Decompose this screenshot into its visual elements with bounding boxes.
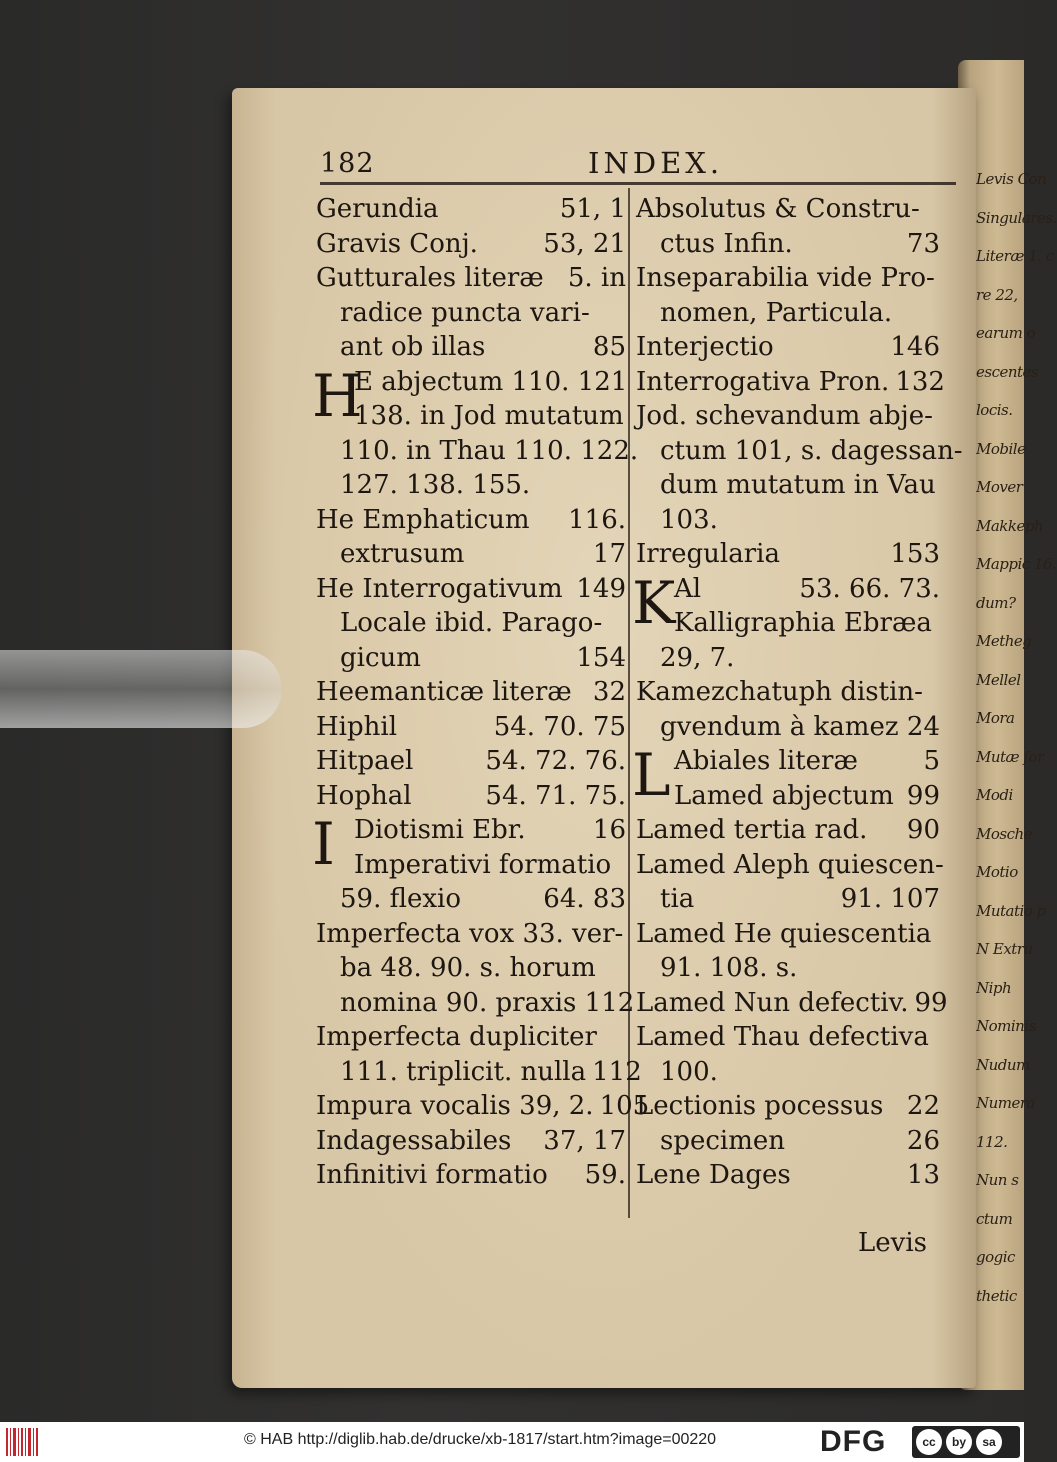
facing-page-fragment: Mappic 16.: [976, 555, 1057, 573]
index-entry: [316, 744, 626, 779]
index-line: [316, 813, 626, 848]
index-term: Lamed Nun defectiv.: [636, 987, 909, 1018]
index-term: radice puncta vari-: [340, 297, 590, 328]
index-entry: [316, 1124, 626, 1159]
index-line: [316, 710, 626, 745]
index-entry: [636, 261, 940, 330]
page-reference: [934, 951, 940, 986]
index-entry: [636, 917, 940, 986]
page-reference: [627, 365, 633, 400]
page-reference: [620, 1020, 626, 1055]
index-column-right: [632, 192, 963, 1193]
index-entry: [636, 813, 940, 848]
index-line: [636, 882, 940, 917]
facing-page-fragment: Nominis: [976, 1017, 1036, 1035]
running-head: INDEX.: [588, 146, 724, 180]
index-line: [316, 917, 626, 952]
page-reference: [934, 503, 940, 538]
hab-barcode-logo: [6, 1428, 38, 1456]
index-line: [316, 192, 626, 227]
page-reference: 149: [576, 573, 626, 604]
page-reference: [934, 1020, 940, 1055]
page-reference: [934, 606, 940, 641]
drop-initial: I: [312, 810, 335, 878]
page-reference: [936, 468, 942, 503]
index-line: [636, 675, 940, 710]
page-reference: [620, 848, 626, 883]
index-line: [316, 330, 626, 365]
index-term: Inseparabilia vide Pro-: [636, 263, 935, 293]
index-line: [316, 1124, 626, 1159]
page-reference: [935, 261, 941, 296]
index-term: Lene Dages: [636, 1160, 791, 1190]
page-header: [320, 142, 960, 182]
index-term: Imperativi formatio: [354, 849, 612, 880]
page-reference: 132: [895, 366, 945, 397]
index-term: Kalligraphia Ebræa: [674, 608, 932, 638]
source-url[interactable]: © HAB http://diglib.hab.de/drucke/xb-1817/start.htm?image=00220: [244, 1431, 717, 1448]
facing-page-fragment: dum?: [976, 593, 1016, 612]
index-line: [636, 261, 940, 296]
index-term: Lectionis pocessus: [636, 1091, 884, 1121]
index-line: [636, 434, 963, 469]
cc-license-badge[interactable]: [912, 1426, 1020, 1458]
page-reference: 16: [592, 815, 626, 845]
index-line: [636, 227, 940, 262]
index-term: Lamed Aleph quiescen-: [636, 849, 944, 880]
index-term: ant ob illas: [340, 332, 486, 362]
index-term: Imperfecta dupliciter: [316, 1022, 597, 1052]
index-term: Gravis Conj.: [316, 228, 478, 259]
index-term: Lamed He quiescentia: [636, 918, 932, 949]
facing-page-fragment: Mosche: [976, 824, 1033, 843]
index-entry: [316, 917, 635, 1021]
page-reference: 154: [576, 642, 626, 673]
index-term: Heemanticæ literæ: [316, 677, 572, 707]
index-line: [316, 1158, 626, 1193]
facing-page-fragment: Numera: [976, 1094, 1035, 1112]
index-entry: [636, 330, 940, 365]
index-term: Gutturales literæ: [316, 263, 544, 293]
index-line: [316, 986, 635, 1021]
facing-page-fragment: Metheg: [976, 632, 1032, 650]
page-reference: 85: [592, 332, 626, 362]
index-term: Diotismi Ebr.: [354, 815, 526, 845]
index-line: [316, 537, 626, 572]
facing-page-fragment: Mutæ for: [976, 747, 1044, 766]
page-reference: 91. 107: [840, 884, 940, 914]
index-term: Infinitivi formatio: [316, 1160, 548, 1190]
index-column-left: [312, 192, 650, 1193]
index-term: Locale ibid. Parago-: [340, 608, 603, 638]
page-reference: [934, 399, 940, 434]
index-term: Jod. schevandum abje-: [636, 401, 933, 431]
index-term: He Emphaticum: [316, 504, 530, 535]
index-entry: [316, 710, 626, 745]
index-line: [636, 1089, 940, 1124]
index-line: [636, 1124, 940, 1159]
index-entry: [636, 399, 963, 537]
index-entry: [316, 1020, 642, 1089]
index-line: [316, 572, 626, 607]
facing-page-fragment: locis.: [976, 401, 1013, 419]
facing-page-fragment: Motio: [976, 863, 1018, 881]
sa-icon: sa: [976, 1429, 1002, 1455]
index-term: Abiales literæ: [674, 746, 858, 776]
index-entry: [636, 675, 940, 744]
index-term: specimen: [660, 1125, 786, 1156]
index-line: [636, 572, 940, 607]
index-term: ctus Infin.: [660, 228, 793, 259]
index-term: Interjectio: [636, 332, 774, 362]
index-entry: [636, 1158, 940, 1193]
page-reference: 54. 70. 75: [493, 711, 626, 742]
facing-page-fragment: earum o: [976, 324, 1036, 342]
index-term: extrusum: [340, 539, 465, 569]
index-term: 127. 138. 155.: [340, 470, 531, 500]
index-line: [316, 744, 626, 779]
facing-page-fragment: Niph: [976, 978, 1012, 997]
footer-bar: [0, 1422, 1024, 1462]
facing-page-fragment: Mellel: [976, 670, 1021, 689]
index-line: [636, 296, 940, 331]
facing-page-fragment: Makkeph: [976, 516, 1044, 535]
index-entry: [316, 261, 626, 365]
drop-initial: L: [632, 741, 671, 809]
index-line: [316, 1020, 626, 1055]
page-reference: 153: [890, 539, 940, 569]
page-reference: 53, 21: [543, 228, 626, 259]
facing-page-fragment: Nudum: [976, 1055, 1030, 1074]
index-term: dum mutatum in Vau: [660, 470, 936, 500]
index-entry: [632, 741, 940, 813]
index-term: Lamed Thau defectiva: [636, 1022, 929, 1052]
book-clamp: [0, 650, 282, 728]
index-term: nomina 90. praxis 112: [340, 987, 635, 1018]
index-entry: [316, 227, 626, 262]
index-term: Lamed tertia rad.: [636, 815, 868, 845]
page-reference: 54. 71. 75.: [485, 780, 626, 811]
index-line: [636, 399, 940, 434]
index-line: [636, 1055, 940, 1090]
index-line: [636, 537, 940, 572]
page-reference: 112: [592, 1056, 642, 1087]
index-line: [316, 434, 639, 469]
page-reference: [934, 192, 940, 227]
index-entry: [636, 848, 944, 917]
index-term: 103.: [660, 504, 718, 535]
page-reference: 37, 17: [543, 1125, 626, 1156]
index-line: [316, 261, 626, 296]
facing-page-fragment: ctum: [976, 1209, 1013, 1228]
index-line: [316, 848, 626, 883]
index-term: Hitpael: [316, 746, 414, 776]
index-entry: [316, 572, 626, 676]
index-term: 29, 7.: [660, 642, 735, 673]
page-reference: 5. in: [567, 263, 626, 293]
index-line: [636, 606, 940, 641]
page-reference: 146: [890, 332, 940, 362]
index-line: [636, 813, 940, 848]
index-term: Lamed abjectum: [674, 780, 894, 811]
index-entry: [316, 1158, 626, 1193]
facing-page-fragment: N Extru: [976, 940, 1033, 958]
index-term: Irregularia: [636, 539, 780, 569]
index-term: E abjectum 110. 121: [354, 366, 628, 397]
index-line: [636, 710, 940, 745]
dfg-logo: DFG: [820, 1425, 887, 1458]
index-entry: [316, 192, 626, 227]
page-reference: 59.: [584, 1160, 626, 1190]
index-entry: [636, 365, 945, 400]
index-entry: [316, 503, 626, 572]
index-term: 111. triplicit. nulla: [340, 1056, 587, 1087]
index-term: 138. in Jod mutatum: [354, 401, 624, 431]
index-line: [636, 365, 945, 400]
facing-page-fragment: thetic: [976, 1286, 1017, 1305]
page-reference: [620, 951, 626, 986]
page-reference: [934, 917, 940, 952]
drop-initial: K: [632, 568, 676, 637]
index-term: Gerundia: [316, 194, 439, 224]
facing-page-fragment: Mover: [976, 478, 1023, 496]
index-entry: [636, 537, 940, 572]
page-reference: 24: [906, 711, 940, 742]
index-line: [316, 468, 626, 503]
page-reference: [934, 1055, 940, 1090]
index-line: [316, 296, 626, 331]
book-page: [232, 88, 976, 1388]
index-entry: [636, 192, 940, 261]
index-term: 110. in Thau 110. 122.: [340, 435, 639, 466]
index-line: [636, 744, 940, 779]
index-line: [316, 675, 626, 710]
index-line: [636, 641, 940, 676]
page-reference: 51, 1: [559, 194, 626, 224]
page-reference: [934, 296, 940, 331]
index-entry: [636, 1089, 940, 1158]
index-term: ctum 101, s. dagessan-: [660, 435, 963, 466]
page-reference: 73: [906, 228, 940, 259]
index-entry: [316, 675, 626, 710]
page-reference: [620, 606, 626, 641]
page-reference: 17: [592, 539, 626, 569]
catchword: Levis: [858, 1228, 927, 1258]
cc-icon: cc: [916, 1429, 942, 1455]
index-line: [636, 986, 948, 1021]
index-line: [636, 192, 940, 227]
page-reference: [620, 296, 626, 331]
facing-page-fragment: Mobile: [976, 439, 1026, 458]
index-line: [636, 1158, 940, 1193]
page-reference: [624, 399, 630, 434]
index-term: Absolutus & Constru-: [636, 194, 920, 224]
page-reference: 26: [906, 1125, 940, 1156]
page-reference: [623, 917, 629, 952]
index-term: Al: [674, 573, 702, 604]
index-line: [636, 951, 940, 986]
page-number: 182: [320, 148, 375, 179]
index-term: Indagessabiles: [316, 1125, 512, 1156]
header-rule: [320, 182, 956, 185]
index-line: [316, 1055, 642, 1090]
index-line: [636, 1020, 940, 1055]
page-reference: [963, 434, 969, 469]
facing-page-fragment: escentes: [976, 362, 1039, 381]
page-reference: 64. 83: [543, 884, 626, 914]
facing-page-fragment: Singulares.: [976, 208, 1057, 227]
facing-page-fragment: re 22,: [976, 285, 1018, 304]
page-reference: 99: [914, 987, 948, 1018]
index-entry: [316, 779, 626, 814]
index-line: [316, 882, 626, 917]
index-term: Hophal: [316, 780, 412, 811]
index-term: Imperfecta vox 33. ver-: [316, 918, 624, 949]
index-term: 100.: [660, 1056, 718, 1087]
page-reference: [620, 468, 626, 503]
facing-page-fragment: Levis Con: [976, 170, 1047, 188]
index-entry: [312, 810, 626, 917]
page-reference: 22: [906, 1091, 940, 1121]
index-term: 59. flexio: [340, 884, 461, 914]
index-line: [636, 917, 940, 952]
index-entry: [636, 986, 948, 1021]
facing-page-fragment: Modi: [976, 786, 1013, 804]
index-line: [636, 503, 940, 538]
index-term: Impura vocalis 39, 2.: [316, 1091, 594, 1121]
by-icon: by: [946, 1429, 972, 1455]
index-term: tia: [660, 884, 695, 914]
index-line: [316, 641, 626, 676]
index-line: [636, 779, 940, 814]
index-line: [636, 468, 940, 503]
index-line: [316, 227, 626, 262]
facing-page-fragment: gogic: [976, 1248, 1015, 1266]
index-line: [316, 1089, 650, 1124]
index-term: Kamezchatuph distin-: [636, 677, 923, 707]
index-term: Hiphil: [316, 711, 398, 742]
index-entry: [312, 361, 639, 503]
index-term: gvendum à kamez: [660, 711, 899, 742]
page-reference: 13: [906, 1160, 940, 1190]
index-line: [636, 330, 940, 365]
index-entry: [636, 1020, 940, 1089]
page-reference: 99: [906, 780, 940, 811]
page-reference: 116.: [568, 504, 626, 535]
index-line: [316, 779, 626, 814]
index-term: ba 48. 90. s. horum: [340, 953, 596, 983]
page-reference: 5: [923, 746, 940, 776]
facing-page-fragment: Literæ 1. c: [976, 247, 1054, 265]
page-reference: 105: [599, 1091, 650, 1121]
index-term: He Interrogativum: [316, 573, 563, 604]
facing-page-fragment: 112.: [976, 1132, 1008, 1151]
facing-page-fragment: Mutatio p: [976, 901, 1046, 920]
facing-page-fragment: Mora: [976, 709, 1015, 727]
index-line: [316, 503, 626, 538]
drop-initial: H: [312, 361, 363, 430]
page-reference: 90: [906, 815, 940, 845]
index-term: 91. 108. s.: [660, 953, 798, 983]
index-line: [316, 951, 626, 986]
index-entry: [632, 568, 940, 676]
page-reference: 32: [592, 677, 626, 707]
index-term: gicum: [340, 642, 421, 673]
index-line: [636, 848, 944, 883]
page-reference: [934, 641, 940, 676]
facing-page-fragment: Nun s: [976, 1171, 1019, 1189]
index-entry: [316, 1089, 650, 1124]
page-reference: 54. 72. 76.: [485, 746, 626, 776]
page-reference: [944, 848, 950, 883]
index-term: nomen, Particula.: [660, 297, 893, 328]
index-term: Interrogativa Pron.: [636, 366, 890, 397]
index-line: [316, 606, 626, 641]
page-reference: 53. 66. 73.: [799, 573, 940, 604]
page-reference: [934, 675, 940, 710]
